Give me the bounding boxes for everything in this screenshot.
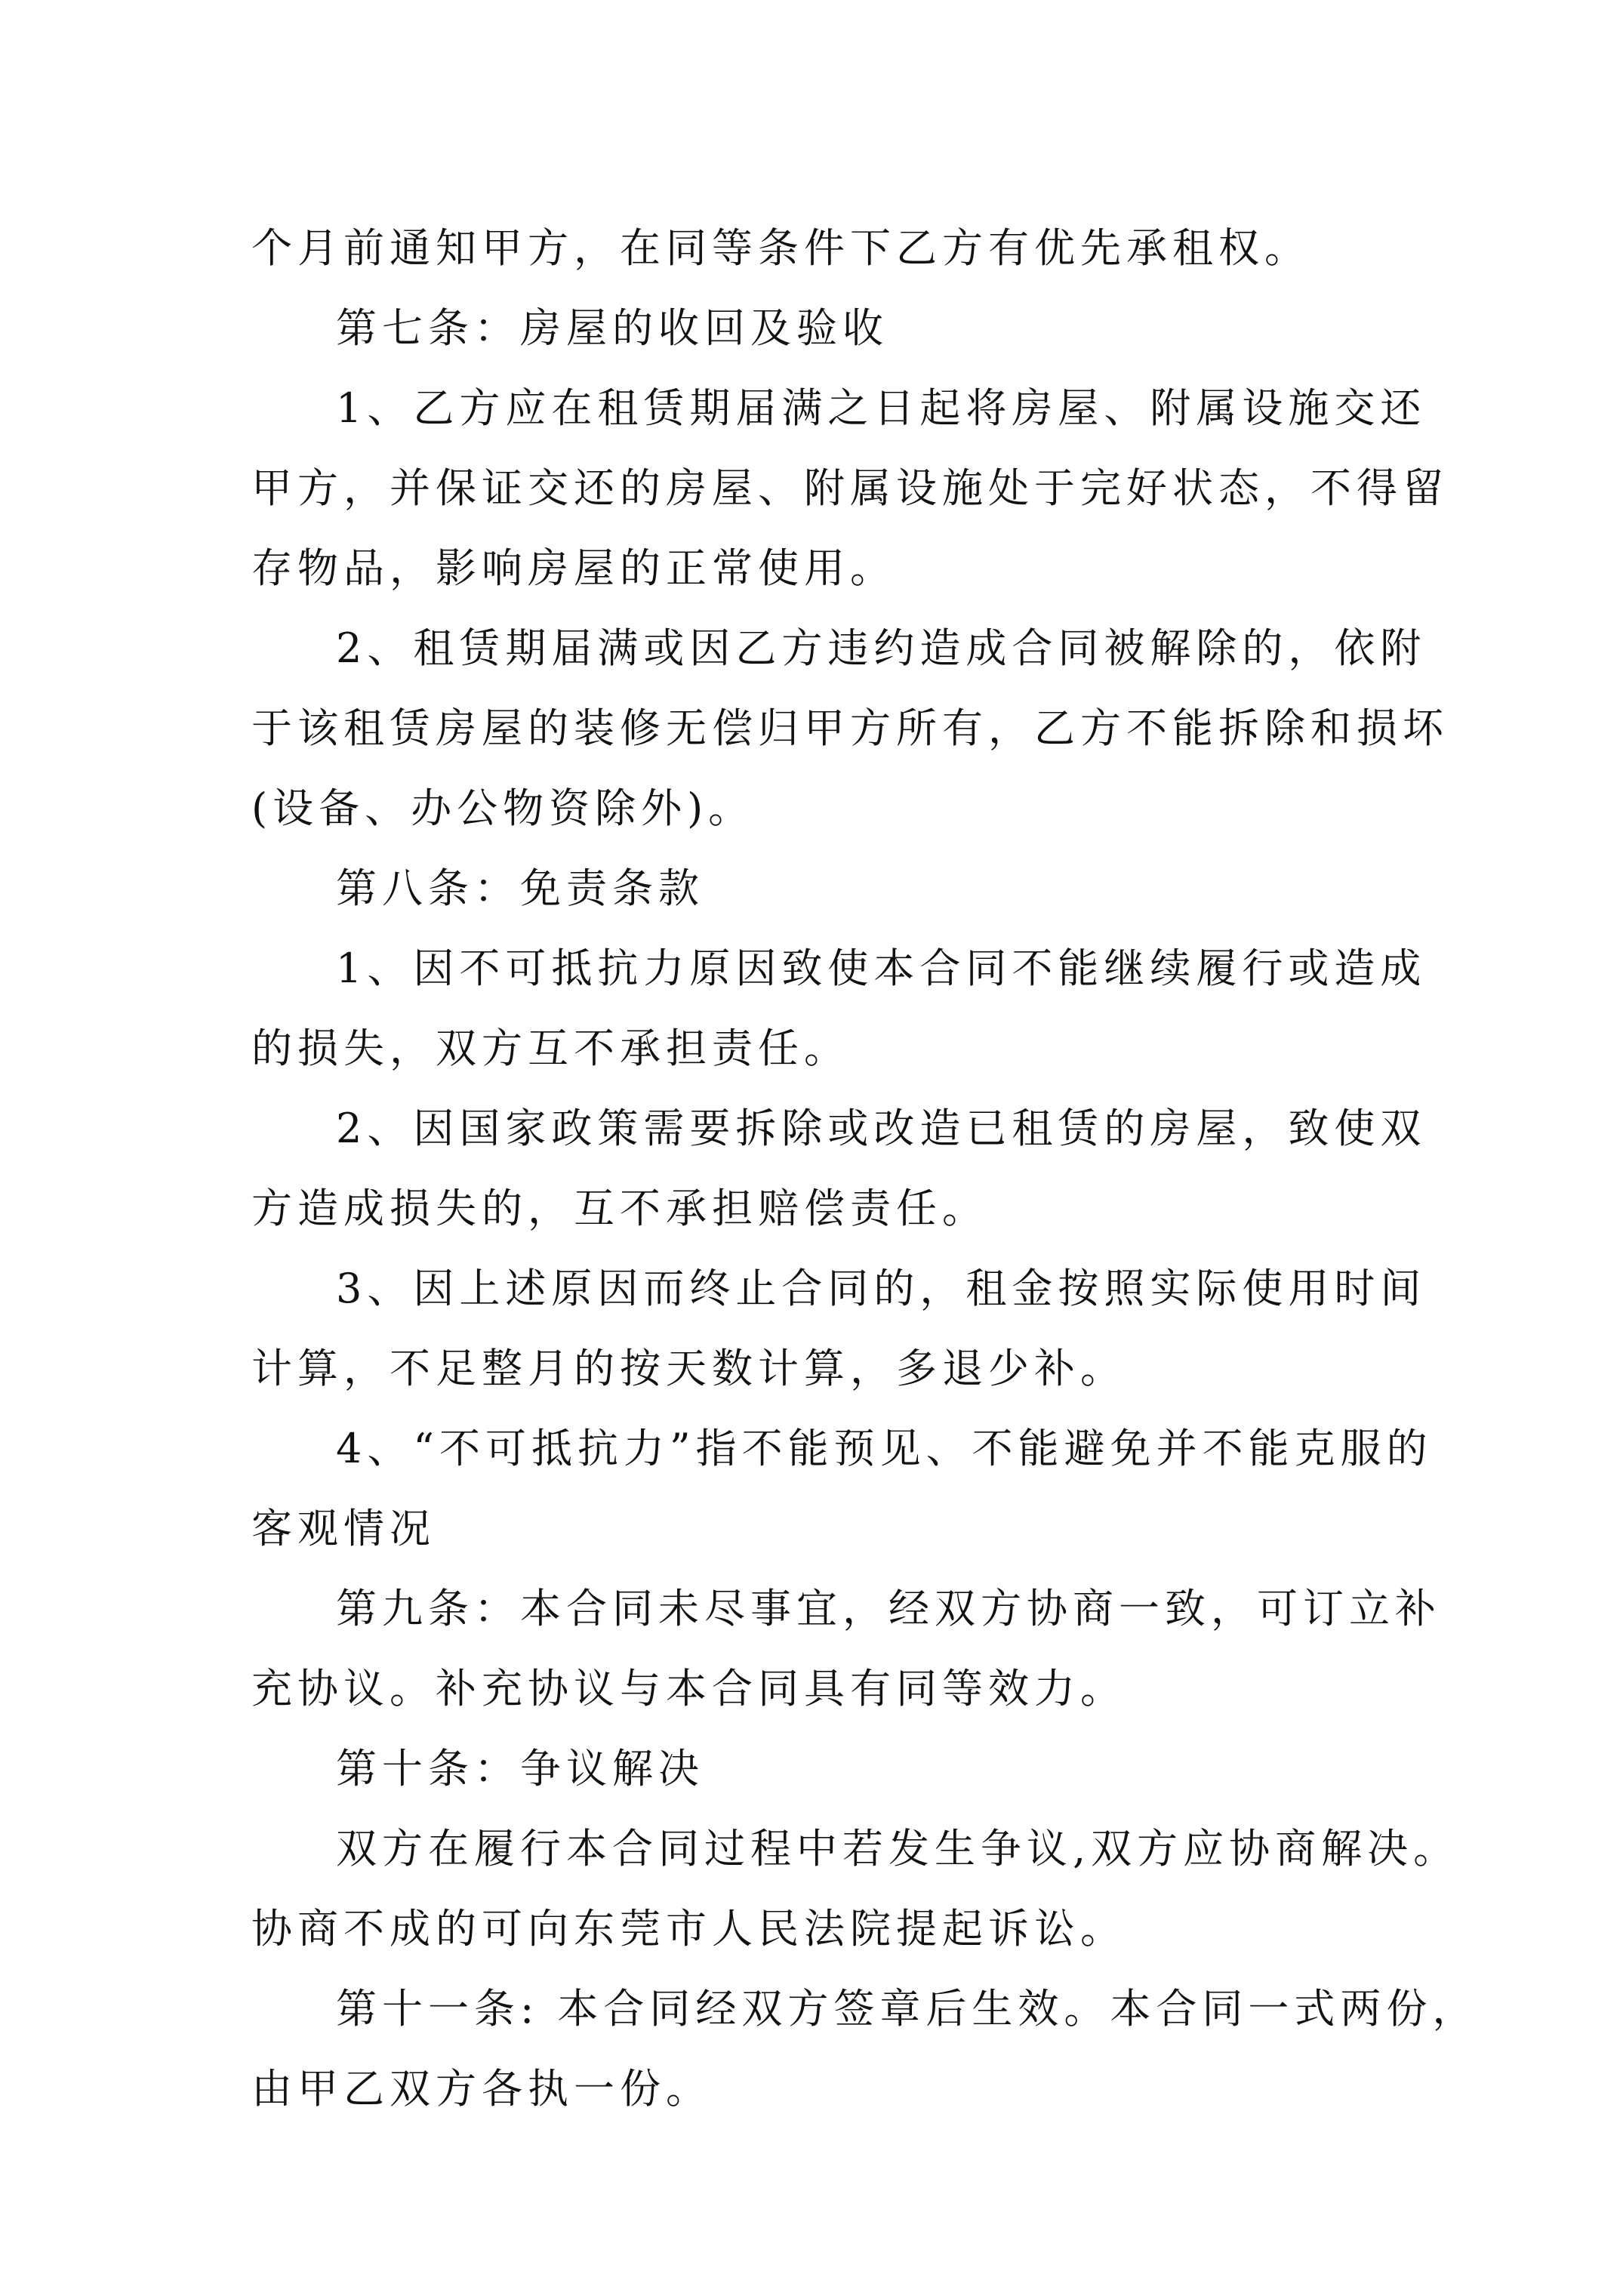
text-line-1: 个月前通知甲方，在同等条件下乙方有优先承租权。 (251, 224, 1310, 272)
text-line-17: 客观情况 (251, 1505, 436, 1552)
text-line-11: 的损失，双方互不承担责任。 (251, 1025, 850, 1072)
text-line-12: 2、因国家政策需要拆除或改造已租赁的房屋，致使双 (336, 1105, 1427, 1152)
text-line-6: 2、租赁期届满或因乙方违约造成合同被解除的，依附 (336, 624, 1427, 672)
section-article-11: 第十一条: 本合同经双方签章后生效。本合同一式两份， (336, 1985, 1479, 2032)
text-line-24: 由甲乙双方各执一份。 (251, 2065, 712, 2113)
text-line-3: 1、乙方应在租赁期届满之日起将房屋、附属设施交还 (336, 384, 1427, 432)
text-line-15: 计算，不足整月的按天数计算，多退少补。 (251, 1345, 1126, 1392)
section-heading-article-10: 第十条：争议解决 (336, 1745, 704, 1792)
text-line-4: 甲方，并保证交还的房屋、附属设施处于完好状态，不得留 (251, 464, 1449, 512)
text-line-13: 方造成损失的，互不承担赔偿责任。 (251, 1185, 988, 1232)
text-line-10: 1、因不可抵抗力原因致使本合同不能继续履行或造成 (336, 945, 1427, 992)
text-line-22: 协商不成的可向东莞市人民法院提起诉讼。 (251, 1905, 1126, 1952)
text-line-19: 充协议。补充协议与本合同具有同等效力。 (251, 1665, 1126, 1712)
text-line-14: 3、因上述原因而终止合同的，租金按照实际使用时间 (336, 1265, 1427, 1312)
text-line-8: (设备、办公物资除外)。 (251, 784, 755, 832)
text-line-21: 双方在履行本合同过程中若发生争议,双方应协商解决。 (336, 1825, 1460, 1872)
text-line-16: 4、“不可抵抗力”指不能预见、不能避免并不能克服的 (336, 1425, 1433, 1472)
section-heading-article-8: 第八条：免责条款 (336, 864, 704, 912)
section-heading-article-7: 第七条：房屋的收回及验收 (336, 304, 888, 352)
document-body (251, 208, 1479, 2129)
text-line-5: 存物品，影响房屋的正常使用。 (251, 544, 896, 592)
section-article-9: 第九条：本合同未尽事宜，经双方协商一致，可订立补 (336, 1585, 1441, 1632)
text-line-7: 于该租赁房屋的装修无偿归甲方所有，乙方不能拆除和损坏 (251, 704, 1449, 752)
